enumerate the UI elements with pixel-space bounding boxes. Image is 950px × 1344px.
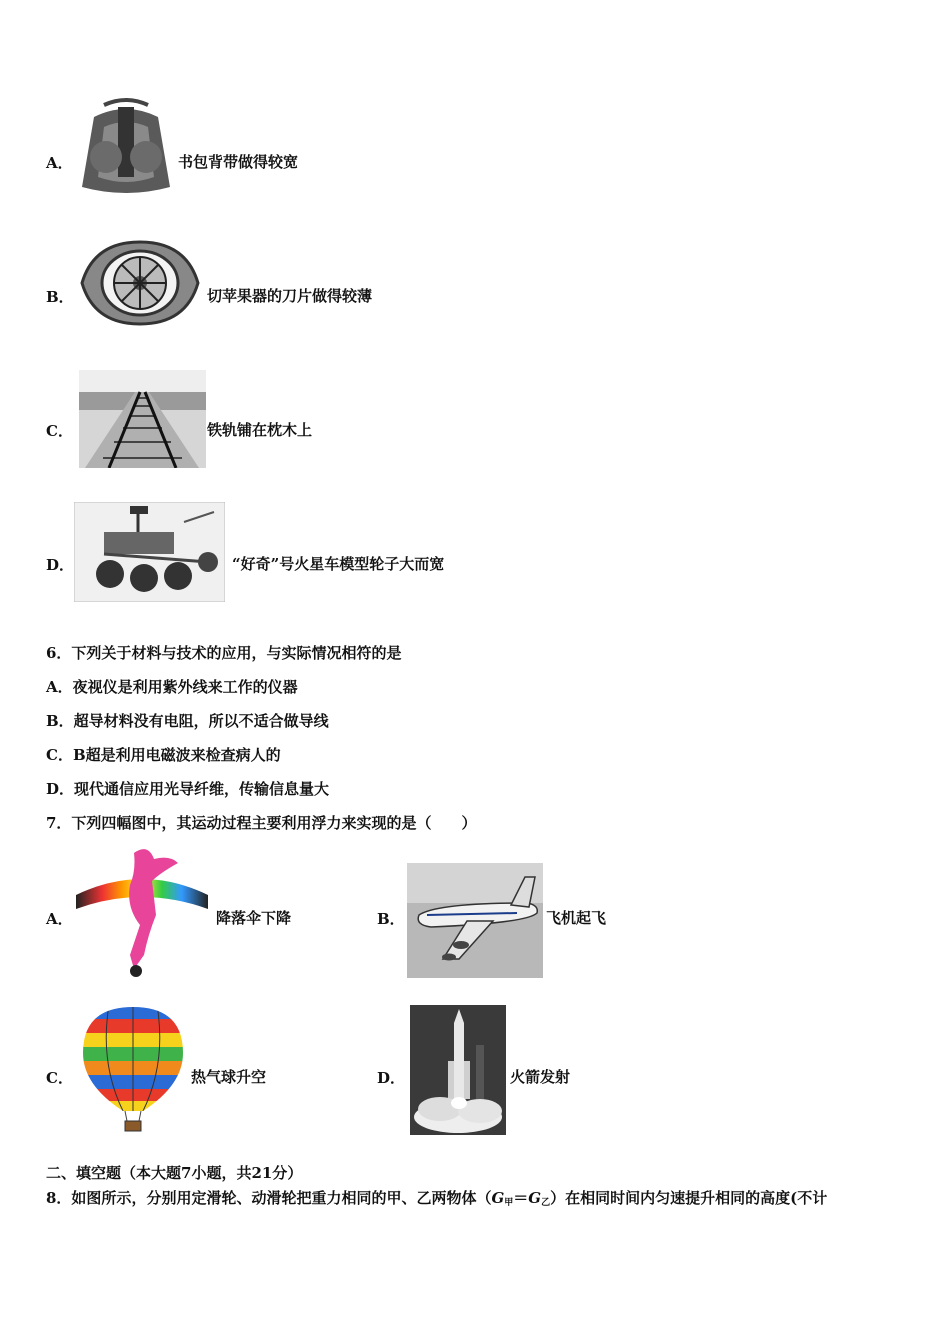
option-letter: A． <box>46 910 73 928</box>
option-letter: D． <box>377 1069 406 1087</box>
option-text: 书包背带做得较宽 <box>178 153 299 171</box>
option-text: 热气球升空 <box>191 1068 267 1086</box>
option-text: 飞机起飞 <box>546 909 607 927</box>
q8-part1: 8．如图所示，分别用定滑轮、动滑轮把重力相同的甲、乙两物体（ <box>46 1189 492 1207</box>
option-text: 降落伞下降 <box>216 909 292 927</box>
q8-symbol-g2: G <box>528 1189 542 1207</box>
hot-air-balloon-image <box>79 1005 187 1135</box>
option-letter: D． <box>46 556 75 574</box>
q8-equals: ＝ <box>513 1189 529 1207</box>
question-stem: 7．下列四幅图中，其运动过程主要利用浮力来实现的是（ ） <box>46 814 477 832</box>
option-c: C．B超是利用电磁波来检查病人的 <box>46 746 281 764</box>
rocket-launch-image <box>410 1005 506 1135</box>
railway-track-image <box>79 370 206 468</box>
option-letter: A． <box>46 154 73 172</box>
option-a: A．夜视仪是利用紫外线来工作的仪器 <box>46 678 298 696</box>
question-8-stem <box>46 1188 827 1213</box>
backpack-image <box>74 97 178 201</box>
q8-part2: ）在相同时间内匀速提升相同的高度(不计 <box>550 1189 828 1207</box>
option-letter: B． <box>377 910 405 928</box>
option-letter: C． <box>46 1069 73 1087</box>
option-b: B．超导材料没有电阻，所以不适合做导线 <box>46 712 329 730</box>
q8-symbol-g1: G <box>491 1189 505 1207</box>
q8-subscript-1: 甲 <box>504 1198 514 1208</box>
airplane-image <box>407 863 543 978</box>
question-stem: 6．下列关于材料与技术的应用，与实际情况相符的是 <box>46 644 402 662</box>
option-text: 火箭发射 <box>510 1068 571 1086</box>
q8-subscript-2: 乙 <box>541 1198 551 1208</box>
parachute-image <box>74 845 210 980</box>
mars-rover-image <box>74 502 225 602</box>
option-letter: C． <box>46 422 73 440</box>
option-letter: B． <box>46 288 74 306</box>
option-text: 切苹果器的刀片做得较薄 <box>207 287 373 305</box>
apple-cutter-image <box>74 236 206 330</box>
option-text: 铁轨铺在枕木上 <box>207 421 313 439</box>
option-text: “好奇”号火星车模型轮子大而宽 <box>232 555 445 573</box>
section-heading: 二、填空题（本大题7小题，共21分） <box>46 1164 303 1182</box>
option-d: D．现代通信应用光导纤维，传输信息量大 <box>46 780 330 798</box>
